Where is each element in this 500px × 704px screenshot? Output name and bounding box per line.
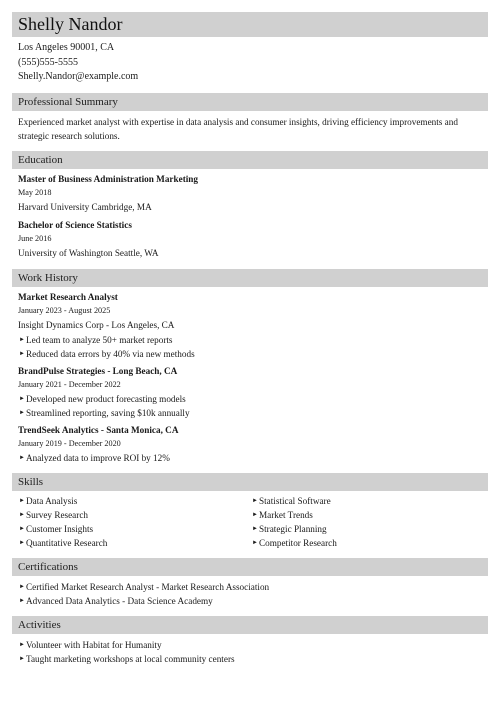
job-entry <box>18 291 484 361</box>
list-item <box>18 594 484 608</box>
job-date: January 2023 - August 2025 <box>18 305 111 315</box>
skill: Statistical Software <box>259 495 331 506</box>
education-item <box>18 173 484 215</box>
job-entry <box>18 424 484 465</box>
list-item <box>18 638 484 652</box>
bullet-icon: ► <box>19 597 25 604</box>
skill: Customer Insights <box>26 523 94 534</box>
education-section <box>12 173 488 261</box>
bullet-icon: ► <box>19 525 25 532</box>
list-item <box>18 392 484 406</box>
education-date: June 2016 <box>18 233 52 243</box>
job-bullets <box>18 333 484 361</box>
job-entry <box>18 365 484 420</box>
address: Los Angeles 90001, CA <box>18 42 115 53</box>
summary-section <box>12 115 488 143</box>
skills-section <box>12 494 488 550</box>
bullet-icon: ► <box>19 350 25 357</box>
skill: Strategic Planning <box>259 523 327 534</box>
certification: Advanced Data Analytics - Data Science Academy <box>26 595 213 606</box>
bullet-icon: ► <box>19 409 25 416</box>
certification: Certified Market Research Analyst - Market Research Association <box>26 581 270 592</box>
bullet-icon: ► <box>19 395 25 402</box>
skill: Data Analysis <box>26 495 78 506</box>
candidate-name: Shelly Nandor <box>18 14 123 34</box>
bullet-icon: ► <box>19 641 25 648</box>
bullet-icon: ► <box>252 539 258 546</box>
resume-page <box>12 12 488 666</box>
job-company: Insight Dynamics Corp - Los Angeles, CA <box>18 319 175 330</box>
list-item <box>18 347 484 361</box>
education-date: May 2018 <box>18 187 52 197</box>
list-item <box>18 406 484 420</box>
job-title: Market Research Analyst <box>18 291 118 302</box>
bullet-icon: ► <box>19 583 25 590</box>
bullet-icon: ► <box>252 525 258 532</box>
bullet-icon: ► <box>19 655 25 662</box>
job-date: January 2019 - December 2020 <box>18 438 121 448</box>
skills-right-column <box>251 494 484 550</box>
section-heading-skills: Skills <box>12 473 488 491</box>
list-item <box>18 508 251 522</box>
list-item <box>251 522 484 536</box>
bullet-icon: ► <box>19 539 25 546</box>
section-heading-work: Work History <box>12 269 488 287</box>
section-heading-activities: Activities <box>12 616 488 634</box>
skill: Market Trends <box>259 509 313 520</box>
list-item <box>251 536 484 550</box>
school: Harvard University Cambridge, MA <box>18 201 152 212</box>
bullet-icon: ► <box>19 336 25 343</box>
name-banner <box>12 12 488 37</box>
bullet-text: Reduced data errors by 40% via new methods <box>26 348 195 359</box>
activity: Volunteer with Habitat for Humanity <box>26 639 162 650</box>
list-item <box>18 580 484 594</box>
skill: Survey Research <box>26 509 88 520</box>
bullet-icon: ► <box>252 511 258 518</box>
section-heading-certifications: Certifications <box>12 558 488 576</box>
list-item <box>18 451 484 465</box>
bullet-icon: ► <box>19 511 25 518</box>
degree: Bachelor of Science Statistics <box>18 219 132 230</box>
job-bullets <box>18 392 484 420</box>
job-date: January 2021 - December 2022 <box>18 379 121 389</box>
bullet-icon: ► <box>19 454 25 461</box>
email: Shelly.Nandor@example.com <box>18 71 139 82</box>
section-heading-education: Education <box>12 151 488 169</box>
activity: Taught marketing workshops at local community centers <box>26 653 235 664</box>
job-bullets <box>18 451 484 465</box>
skill: Quantitative Research <box>26 537 108 548</box>
skills-left-column <box>18 494 251 550</box>
list-item <box>18 333 484 347</box>
job-title: TrendSeek Analytics - Santa Monica, CA <box>18 424 179 435</box>
phone: (555)555-5555 <box>18 56 78 68</box>
summary-text: Experienced market analyst with expertise in data analysis and consumer insights, driving efficiency improvements and strategic research solutions. <box>18 116 458 141</box>
list-item <box>251 494 484 508</box>
bullet-icon: ► <box>252 497 258 504</box>
activities-list <box>18 638 484 666</box>
skill: Competitor Research <box>259 537 337 548</box>
bullet-text: Streamlined reporting, saving $10k annually <box>26 407 190 418</box>
section-heading-summary: Professional Summary <box>12 93 488 111</box>
list-item <box>18 522 251 536</box>
list-item <box>251 508 484 522</box>
list-item <box>18 536 251 550</box>
contact-info <box>12 41 488 85</box>
bullet-icon: ► <box>19 497 25 504</box>
job-title: BrandPulse Strategies - Long Beach, CA <box>18 365 178 376</box>
education-item <box>18 219 484 261</box>
school: University of Washington Seattle, WA <box>18 247 159 258</box>
degree: Master of Business Administration Marketing <box>18 173 199 184</box>
list-item <box>18 652 484 666</box>
list-item <box>18 494 251 508</box>
certifications-list <box>18 580 484 608</box>
work-section <box>12 291 488 465</box>
activities-section <box>12 638 488 666</box>
bullet-text: Led team to analyze 50+ market reports <box>26 334 173 345</box>
certifications-section <box>12 580 488 608</box>
bullet-text: Analyzed data to improve ROI by 12% <box>26 452 170 463</box>
bullet-text: Developed new product forecasting models <box>26 393 186 404</box>
